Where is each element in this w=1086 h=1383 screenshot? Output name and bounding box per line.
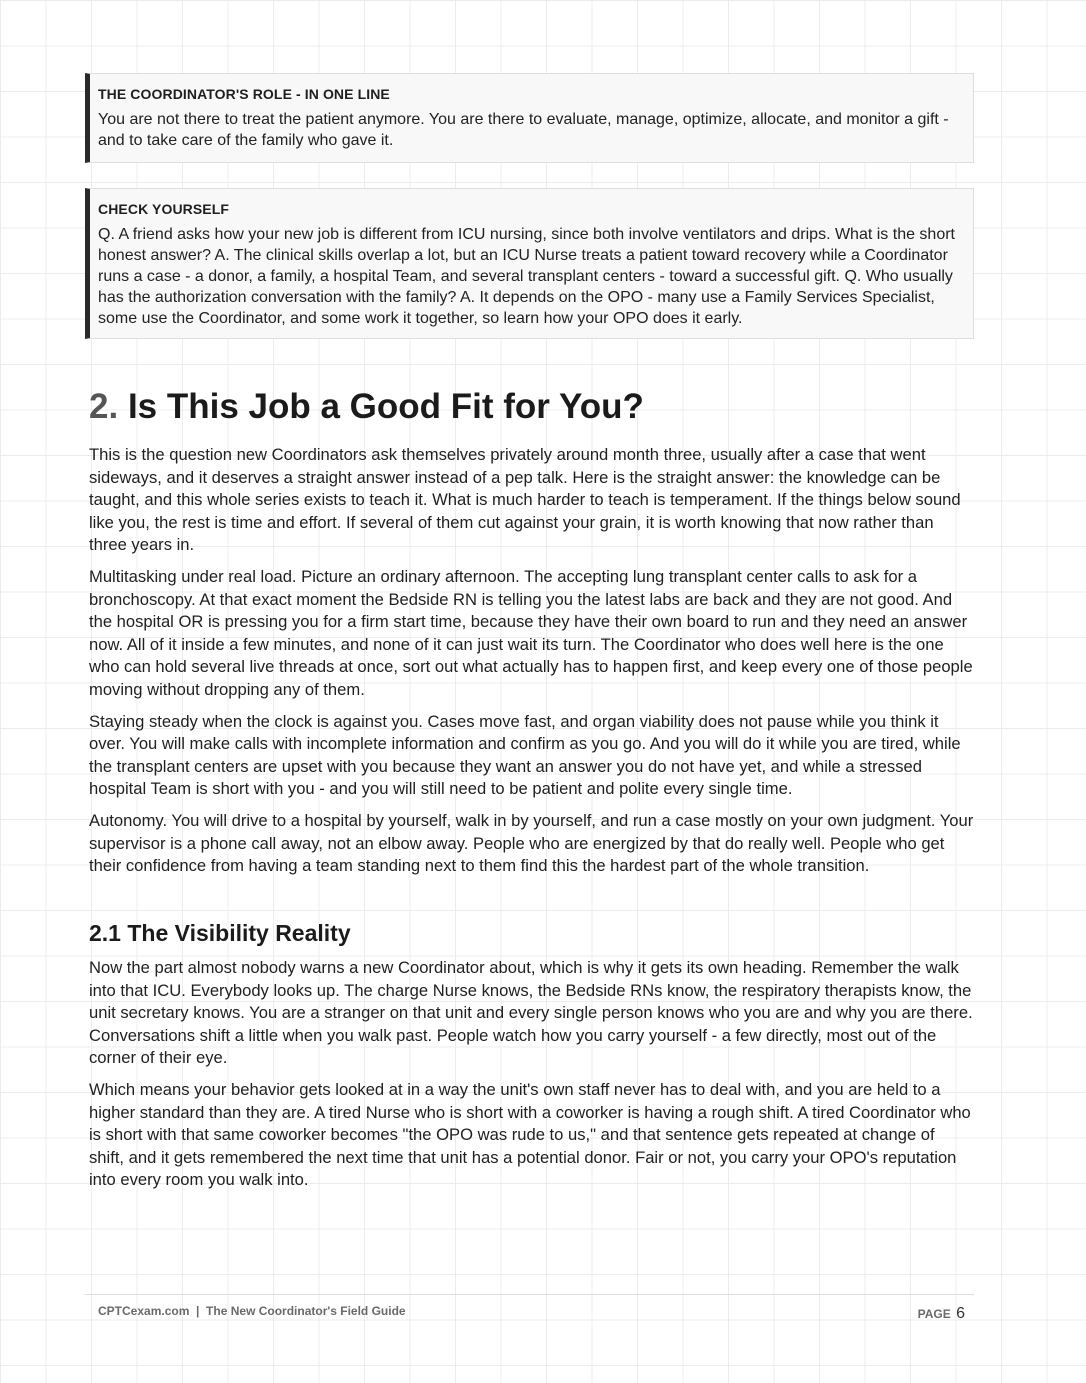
paragraph: Now the part almost nobody warns a new Coordinator about, which is why it gets its own heading. Remember the walk into that ICU. Everybody looks up. The charge Nurse knows, the Bedside RNs know, the respiratory therapists know, the unit secretary knows. You are a stranger on that unit and every single person knows who you are and why you are there. Conversations shift a little when you walk past. People watch how you carry yourself - a few directly, most out of the corner of their eye.: [89, 958, 973, 1068]
paragraph: Staying steady when the clock is against you. Cases move fast, and organ viability does not pause while you think it over. You will make calls with incomplete information and confirm as you go. And you will do it while you are tired, while the transplant centers are upset with you because they want an answer you do not have yet, and while a stressed hospital Team is short with you - and you will still need to be patient and polite every single time.: [89, 711, 961, 799]
paragraph: This is the question new Coordinators ask themselves privately around month three, usually after a case that went sideways, and it deserves a straight answer instead of a pep talk. Here is the straight answer: the knowledge can be taught, and this whole series exists to teach it. What is much harder to teach is temperament. If the things below sound like you, the rest is time and effort. If several of them cut against your grain, it is worth knowing that now rather than three years in.: [89, 445, 961, 555]
page-number: 6: [956, 1305, 965, 1322]
section-21-heading: 2.1 The Visibility Reality: [89, 920, 351, 946]
footer-divider: [85, 1294, 974, 1295]
role-callout: [85, 73, 974, 163]
check-yourself-body: Q. A friend asks how your new job is different from ICU nursing, since both involve ventilators and drips. What is the short honest answer? A. The clinical skills overlap a lot, but an ICU Nurse treats a patient toward recovery while a Coordinator runs a case - a donor, a family, a hospital Team, and several transplant centers - toward a successful gift. Q. Who usually has the authorization conversation with the family? A. It depends on the OPO - many use a Family Services Specialist, some use the Coordinator, and some work it together, so learn how your OPO does it early.: [98, 226, 955, 327]
paragraph: Multitasking under real load. Picture an ordinary afternoon. The accepting lung transplant center calls to ask for a bronchoscopy. At that exact moment the Bedside RN is telling you the latest labs are back and they are not good. And the hospital OR is pressing you for a firm start time, because they have their own board to run and they need an answer now. All of it inside a few minutes, and none of it can just wait its turn. The Coordinator who does well here is the one who can hold several live threads at once, sort out what actually has to happen first, and keep every one of those people moving without dropping any of them.: [89, 566, 973, 699]
section-2-body: [89, 444, 974, 887]
page-label: PAGE: [917, 1307, 951, 1321]
section-2-title: Is This Job a Good Fit for You?: [127, 387, 644, 426]
section-2-number: 2.: [89, 387, 119, 426]
section-2-heading: [89, 382, 644, 432]
check-yourself-callout: [85, 188, 974, 339]
role-callout-title: THE COORDINATOR'S ROLE - IN ONE LINE: [98, 86, 390, 102]
paragraph: Autonomy. You will drive to a hospital by yourself, walk in by yourself, and run a case mostly on your own judgment. Your supervisor is a phone call away, not an elbow away. People who are energized by that do really well. People who get their confidence from having a team standing next to them find this the hardest part of the whole transition.: [89, 810, 974, 876]
page-indicator: [918, 1305, 965, 1323]
section-21-body: [89, 957, 974, 1201]
footer-source: CPTCexam.com | The New Coordinator's Field Guide: [98, 1304, 406, 1318]
check-yourself-title: CHECK YOURSELF: [98, 201, 230, 217]
paragraph: Which means your behavior gets looked at in a way the unit's own staff never has to deal with, and you are held to a higher standard than they are. A tired Nurse who is short with a coworker is having a rough shift. A tired Coordinator who is short with that same coworker becomes "the OPO was rude to us," and that sentence gets repeated at change of shift, and it gets remembered the next time that unit has a potential donor. Fair or not, you carry your OPO's reputation into every room you walk into.: [89, 1079, 971, 1190]
role-callout-body: You are not there to treat the patient anymore. You are there to evaluate, manage, optimize, allocate, and monitor a gift - and to take care of the family who gave it.: [98, 111, 949, 149]
